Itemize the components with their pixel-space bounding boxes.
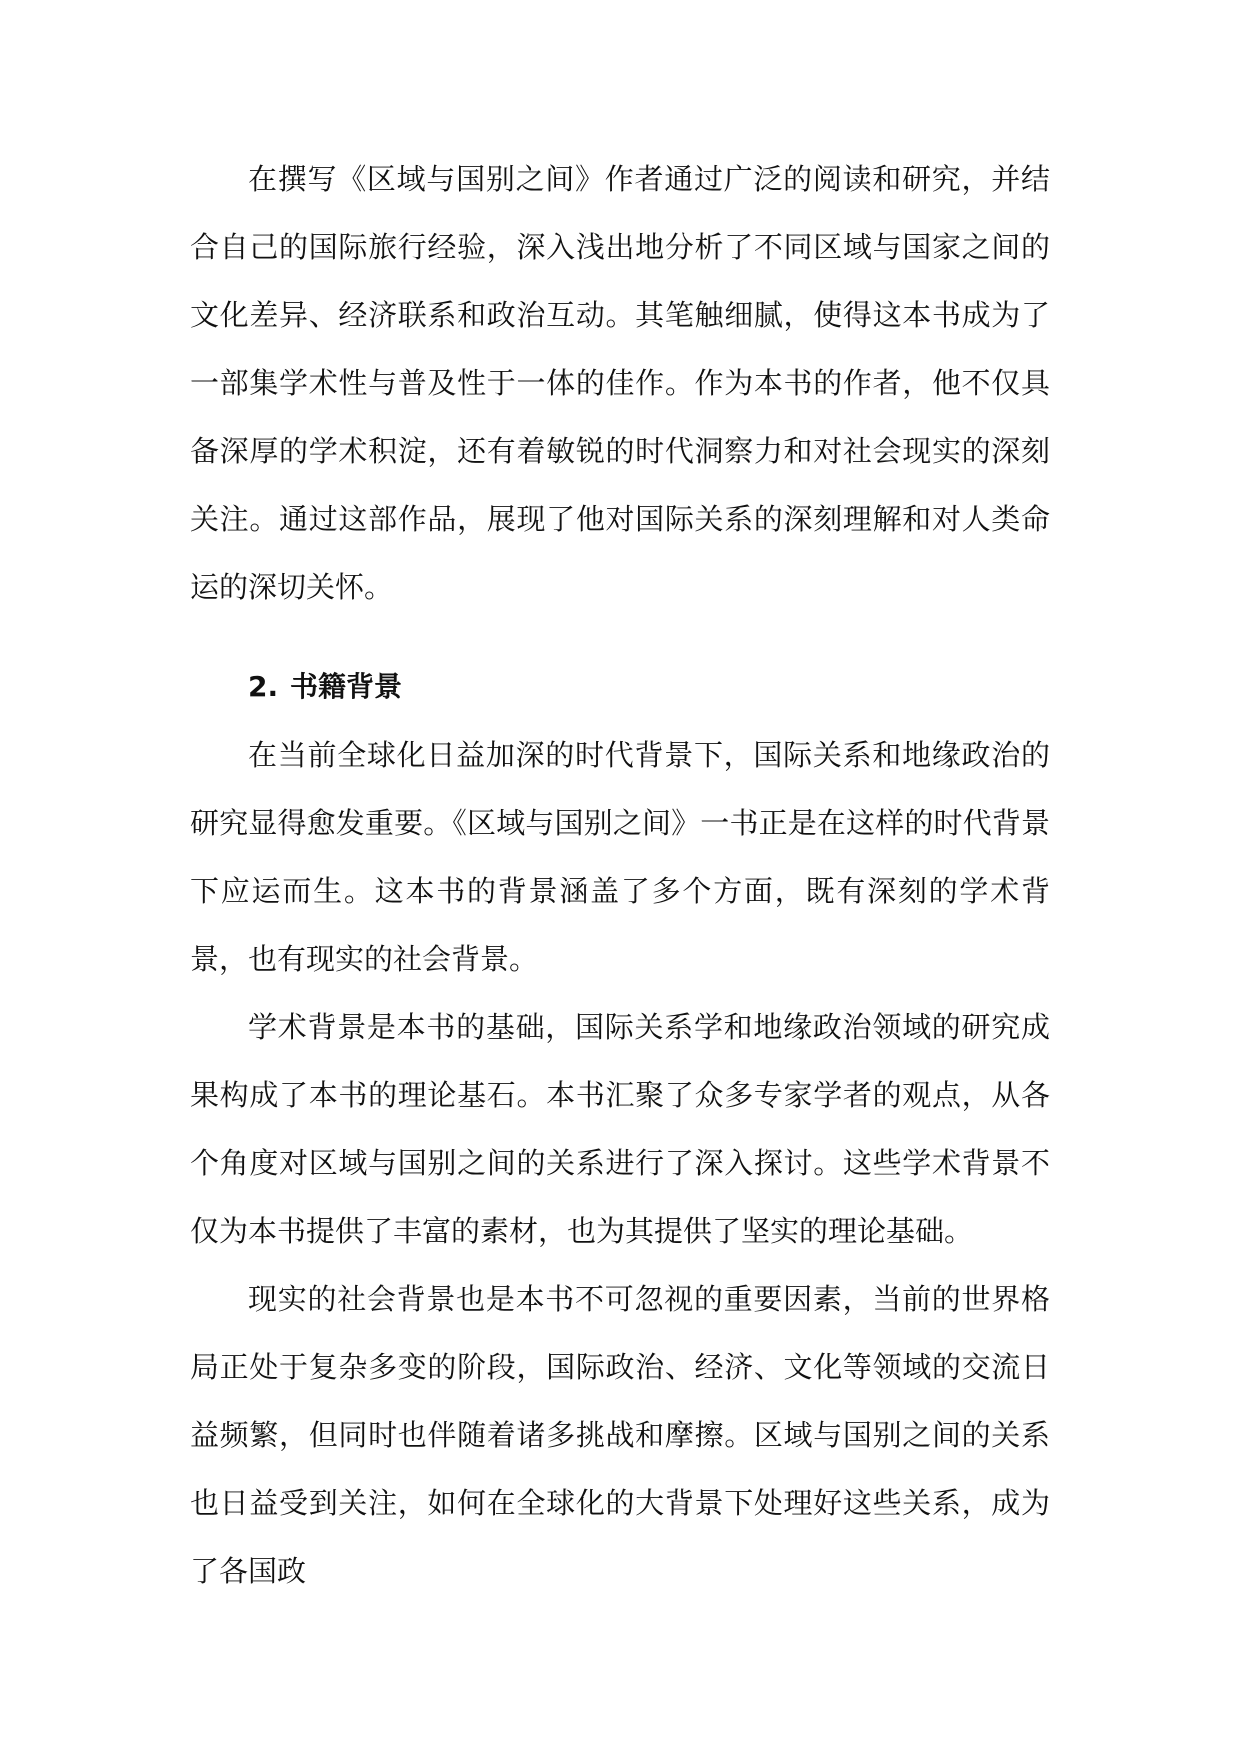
section-title: 书籍背景 xyxy=(290,670,403,703)
section-heading xyxy=(190,653,1050,721)
paragraph-academic-background: 学术背景是本书的基础，国际关系学和地缘政治领域的研究成果构成了本书的理论基石。本书汇聚了众多专家学者的观点，从各个角度对区域与国别之间的关系进行了深入探讨。这些学术背景不仅为本书提供了丰富的素材，也为其提供了坚实的理论基础。 xyxy=(190,1010,1050,1248)
paragraph-era-background: 在当前全球化日益加深的时代背景下，国际关系和地缘政治的研究显得愈发重要。《区域与国别之间》一书正是在这样的时代背景下应运而生。这本书的背景涵盖了多个方面，既有深刻的学术背景，也有现实的社会背景。 xyxy=(190,738,1050,976)
paragraph-author-intro: 在撰写《区域与国别之间》作者通过广泛的阅读和研究，并结合自己的国际旅行经验，深入浅出地分析了不同区域与国家之间的文化差异、经济联系和政治互动。其笔触细腻，使得这本书成为了一部集学术性与普及性于一体的佳作。作为本书的作者，他不仅具备深厚的学术积淀，还有着敏锐的时代洞察力和对社会现实的深刻关注。通过这部作品，展现了他对国际关系的深刻理解和对人类命运的深切关怀。 xyxy=(190,162,1050,604)
section-number: 2. xyxy=(248,670,279,703)
document-body xyxy=(190,145,1050,1605)
paragraph-social-background: 现实的社会背景也是本书不可忽视的重要因素，当前的世界格局正处于复杂多变的阶段，国际政治、经济、文化等领域的交流日益频繁，但同时也伴随着诸多挑战和摩擦。区域与国别之间的关系也日益受到关注，如何在全球化的大背景下处理好这些关系，成为了各国政 xyxy=(190,1282,1050,1588)
